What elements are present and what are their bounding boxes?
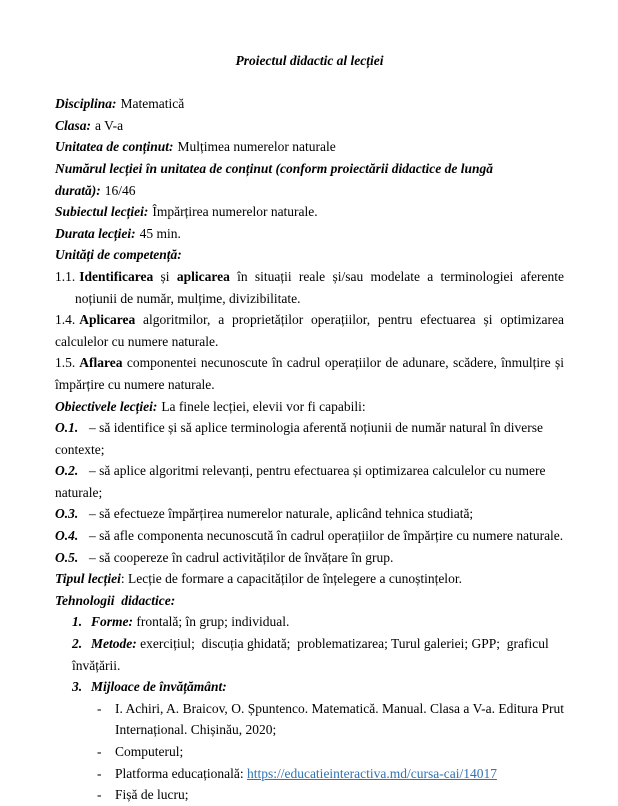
technology-row-mijloace <box>55 676 564 698</box>
objective-row-o5 <box>55 547 564 569</box>
teaching-aid-text: I. Achiri, A. Braicov, O. Șpuntenco. Matematică. Manual. Clasa a V-a. Editura Prut Internațional. Chișinău, 2020; <box>115 700 564 738</box>
competency-paragraph-1-1 <box>55 266 564 309</box>
teaching-aid-text: Platforma educațională: <box>115 765 247 781</box>
objective-row-o4 <box>55 525 564 547</box>
field-value: 16/46 <box>104 182 136 198</box>
platform-hyperlink[interactable]: https://educatieinteractiva.md/cursa-cai/14017 <box>246 765 497 781</box>
dash-bullet: - <box>97 765 102 781</box>
field-value: Împărțirea numerelor naturale. <box>152 204 318 220</box>
competency-text: algoritmilor, a proprietăților operațiilor, pentru efectuarea și optimizarea calculelor cu numere naturale. <box>55 312 564 349</box>
competency-number: 1.4. <box>55 312 76 328</box>
objective-number: O.4. <box>55 528 79 544</box>
competency-bold-term: Aflarea <box>79 355 123 371</box>
field-label: Numărul lecției în unitatea de conținut (conform proiectării didactice de lungă durată): <box>55 160 494 198</box>
list-number: 3. <box>72 679 83 695</box>
competency-paragraph-1-5 <box>55 352 564 395</box>
competency-text: componentei necunoscute în cadrul operațiilor de adunare, scădere, înmulțire și împărțire cu numere naturale. <box>55 355 564 392</box>
document-title: Proiectul didactic al lecției <box>235 53 384 68</box>
teaching-aid-text: Computerul; <box>115 744 184 759</box>
list-number: 2. <box>72 636 83 652</box>
objective-text: – să efectueze împărțirea numerelor naturale, aplicând tehnica studiată; <box>89 506 474 522</box>
lesson-type-row <box>55 568 564 590</box>
teaching-aid-computer <box>55 741 564 763</box>
list-number: 1. <box>72 614 83 630</box>
technology-row-metode <box>55 633 564 676</box>
field-row-durata <box>55 223 564 245</box>
objectives-heading-value: La finele lecției, elevii vor fi capabili: <box>161 398 366 414</box>
lesson-type-value: : Lecție de formare a capacităților de înțelegere a cunoștințelor. <box>120 571 462 587</box>
objective-text: – să coopereze în cadrul activităților de învățare în grup. <box>89 549 394 565</box>
competency-number: 1.5. <box>55 355 76 371</box>
teaching-aid-platform <box>55 763 564 785</box>
objective-row-o3 <box>55 503 564 525</box>
field-label: Disciplina: <box>55 96 117 112</box>
objective-text: – să aplice algoritmi relevanți, pentru efectuarea și optimizarea calculelor cu numere naturale; <box>55 463 546 500</box>
competency-bold-term: Identificarea <box>79 268 154 284</box>
competency-text: și <box>153 268 177 284</box>
teaching-aid-text: Fișă de lucru; <box>115 787 189 803</box>
field-label: Unitatea de conținut: <box>55 139 174 155</box>
objective-row-o2 <box>55 460 564 503</box>
field-value: 45 min. <box>139 225 181 241</box>
field-label: Durata lecției: <box>55 225 136 241</box>
lesson-type-label: Tipul lecției <box>55 571 121 587</box>
objective-row-o1 <box>55 417 564 460</box>
dash-bullet: - <box>97 787 102 803</box>
blank-line <box>55 72 564 94</box>
field-value: Matematică <box>120 96 185 112</box>
technology-label: Forme: <box>91 614 133 630</box>
dash-bullet: - <box>97 744 102 759</box>
competency-paragraph-1-4 <box>55 309 564 352</box>
technology-value: frontală; în grup; individual. <box>133 614 290 630</box>
competency-number: 1.1. <box>55 268 76 284</box>
field-row-disciplina <box>55 93 564 115</box>
technologies-heading: Tehnologii didactice: <box>55 592 176 608</box>
field-row-numarul-lectiei <box>55 158 564 201</box>
competency-text: în situații reale și/sau modelate a terminologiei aferente noțiunii de număr, mulțime, divizibilitate. <box>75 268 564 306</box>
field-value: Mulțimea numerelor naturale <box>177 139 336 155</box>
teaching-aid-manual <box>55 698 564 741</box>
field-label: Subiectul lecției: <box>55 204 149 220</box>
objective-number: O.2. <box>55 463 79 479</box>
objectives-heading-label: Obiectivele lecției: <box>55 398 158 414</box>
field-value: a V-a <box>95 117 124 133</box>
objectives-heading <box>55 396 564 418</box>
competency-bold-term: aplicarea <box>176 268 230 284</box>
dash-bullet: - <box>97 700 102 716</box>
competency-bold-term: Aplicarea <box>79 312 136 328</box>
competencies-heading: Unități de competență: <box>55 247 182 263</box>
objective-number: O.1. <box>55 420 79 436</box>
field-row-unitatea <box>55 136 564 158</box>
objective-text: – să afle componenta necunoscută în cadrul operațiilor de împărțire cu numere naturale. <box>89 528 564 544</box>
technology-value: exercițiul; discuția ghidată; problematizarea; Turul galeriei; GPP; graficul învățării. <box>72 636 553 673</box>
teaching-aid-worksheet <box>55 784 564 806</box>
field-row-subiectul <box>55 201 564 223</box>
objective-number: O.5. <box>55 549 79 565</box>
technology-label: Metode: <box>91 636 137 652</box>
field-label: Clasa: <box>55 117 92 133</box>
objective-number: O.3. <box>55 506 79 522</box>
field-row-clasa <box>55 115 564 137</box>
objective-text: – să identifice și să aplice terminologia aferentă noțiunii de număr natural în diverse contexte; <box>55 420 543 457</box>
technology-row-forme <box>55 611 564 633</box>
technology-label: Mijloace de învățământ: <box>91 679 227 695</box>
